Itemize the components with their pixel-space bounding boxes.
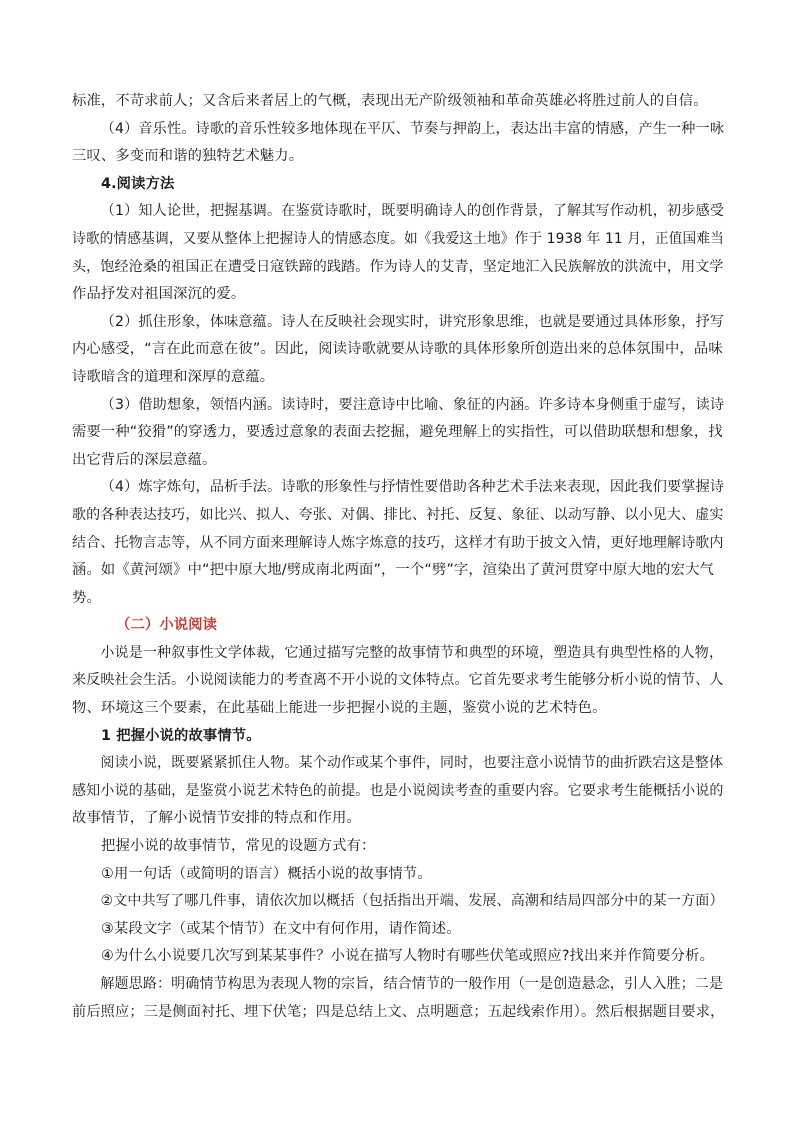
text-line: 诗歌暗含的道理和深厚的意蕴。: [72, 368, 275, 385]
text-line: （1）知人论世，把握基调。在鉴赏诗歌时，既要明确诗人的创作背景，了解其写作动机，初步感受: [100, 203, 725, 220]
list-item: ①用一句话（或简明的语言）概括小说的故事情节。: [101, 865, 432, 882]
section-heading: 1 把握小说的故事情节。: [101, 727, 261, 744]
text-line: 内心感受，“言在此而意在彼”。因此，阅读诗歌就要从诗歌的具体形象所创造出来的总体氛围中，品味: [72, 341, 723, 358]
text-line: 需要一种“狡猾”的穿透力，要透过意象的表面去挖掘，避免理解上的实指性，可以借助联想和想象，找: [72, 424, 723, 441]
list-item: ②文中共写了哪几件事，请依次加以概括（包括指出开端、发展、高潮和结局四部分中的某一方面）: [100, 893, 724, 910]
section-heading-novel-reading: （二）小说阅读: [116, 617, 218, 634]
text-line: （4）音乐性。诗歌的音乐性较多地体现在平仄、节奏与押韵上，表达出丰富的情感，产生一种一咏: [100, 120, 725, 137]
list-item: ④为什么小说要几次写到某某事件？小说在描写人物时有哪些伏笔或照应?找出来并作简要分析。: [101, 948, 715, 965]
text-line: 物、环境这三个要素，在此基础上能进一步把握小说的主题，鉴赏小说的艺术特色。: [72, 700, 607, 717]
text-line: 感知小说的基础，是鉴赏小说艺术特色的前提。也是小说阅读考查的重要内容。它要求考生能概括小说的: [72, 782, 724, 799]
text-line: 小说是一种叙事性文学体裁，它通过描写完整的故事情节和典型的环境，塑造具有典型性格的人物，: [100, 644, 724, 661]
text-line: 三叹、多变而和谐的独特艺术魅力。: [72, 148, 304, 165]
text-line: 诗歌的情感基调，又要从整体上把握诗人的情感态度。如《我爱这土地》作于 1938 年 11 月，正值国难当: [72, 230, 725, 247]
text-line: （2）抓住形象，体味意蕴。诗人在反映社会现实时，讲究形象思维，也就是要通过具体形象，抒写: [100, 313, 725, 330]
list-item: ③某段文字（或某个情节）在文中有何作用，请作简述。: [101, 920, 461, 937]
text-line: 来反映社会生活。小说阅读能力的考查离不开小说的文体特点。它首先要求考生能够分析小说的情节、人: [72, 672, 724, 689]
text-line: 解题思路：明确情节构思为表现人物的宗旨，结合情节的一般作用（一是创造悬念，引人入胜；二是: [100, 976, 724, 992]
text-line: 涵。如《黄河颂》中“把中原大地/劈成南北两面”，一个“劈”字，渲染出了黄河贯穿中原大地的宏大气: [72, 562, 714, 579]
text-line: （4）炼字炼句，品析手法。诗歌的形象性与抒情性要借助各种艺术手法来表现，因此我们要掌握诗: [100, 479, 725, 496]
text-line: （3）借助想象，领悟内涵。读诗时，要注意诗中比喻、象征的内涵。许多诗本身侧重于虚写，读诗: [100, 396, 725, 413]
text-line: 把握小说的故事情节，常见的设题方式有：: [101, 838, 376, 855]
document-page: [72, 88, 724, 1026]
text-line: 阅读小说，既要紧紧抓住人物。某个动作或某个事件，同时，也要注意小说情节的曲折跌宕这是整体: [100, 755, 724, 772]
text-line: 出它背后的深层意蕴。: [72, 451, 217, 468]
text-line: 前后照应；三是侧面衬托、埋下伏笔；四是总结上文、点明题意；五起线索作用）。然后根据题目要求，: [72, 1003, 725, 1020]
text-line: 故事情节，了解小说情节安排的特点和作用。: [72, 810, 361, 827]
text-line: 歌的各种表达技巧，如比兴、拟人、夸张、对偶、排比、衬托、反复、象征、以动写静、以小见大、虚实: [72, 506, 724, 523]
text-line: 结合、托物言志等，从不同方面来理解诗人炼字炼意的技巧，这样才有助于披文入情，更好地理解诗歌内: [72, 534, 724, 551]
text-line: 作品抒发对祖国深沉的爱。: [72, 286, 246, 303]
text-line: 标准，不苛求前人；又含后来者居上的气概，表现出无产阶级领袖和革命英雄必将胜过前人的自信。: [72, 93, 708, 109]
text-line: 势。: [72, 589, 101, 606]
text-line: 头，饱经沧桑的祖国正在遭受日寇铁蹄的践踏。作为诗人的艾青，坚定地汇入民族解放的洪流中，用文学: [72, 258, 724, 275]
section-heading: 4.阅读方法: [101, 175, 175, 192]
